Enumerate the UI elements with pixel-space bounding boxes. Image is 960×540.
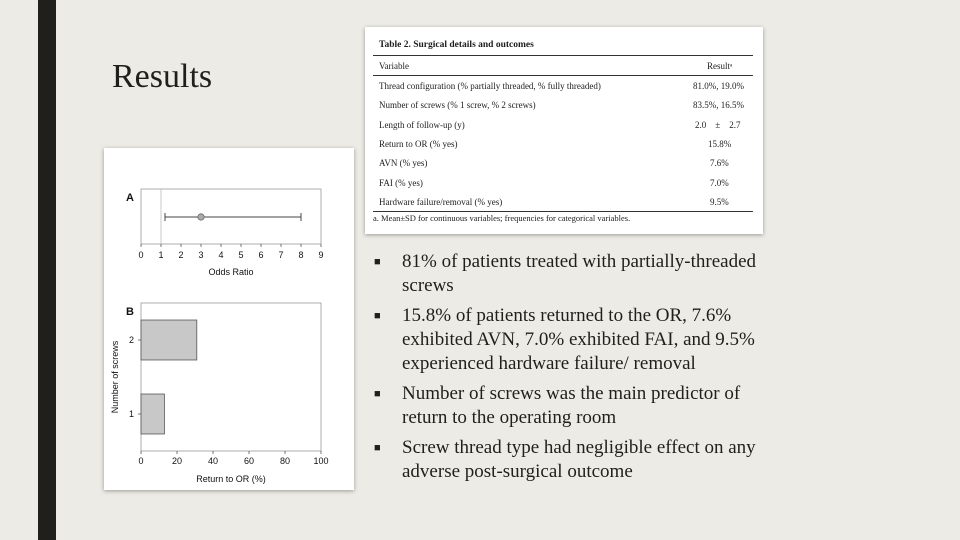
bar-1	[141, 394, 164, 434]
x-tick-label-b: 20	[171, 456, 183, 466]
table-row-3-variable: Return to OR (% yes)	[379, 139, 458, 149]
table-row-4-result: 7.6%	[710, 158, 729, 168]
estimate-point	[198, 214, 204, 220]
panel-label-b: B	[126, 306, 134, 318]
bullet-item	[372, 436, 762, 484]
table-title: Table 2. Surgical details and outcomes	[379, 40, 534, 50]
table-row-6-result: 9.5%	[710, 197, 729, 207]
table-header-variable: Variable	[379, 61, 409, 71]
table-row-2-variable: Length of follow-up (y)	[379, 120, 465, 130]
table-row-5-result: 7.0%	[710, 178, 729, 188]
square-bullet-icon: ■	[374, 256, 381, 268]
x-tick-label-a: 9	[318, 250, 324, 260]
x-tick-label-a: 0	[138, 250, 144, 260]
table-row-0-result: 81.0%, 19.0%	[693, 81, 744, 91]
square-bullet-icon: ■	[374, 442, 381, 454]
table-header-rule	[373, 75, 753, 76]
table-row-3-result: 15.8%	[708, 139, 732, 149]
square-bullet-icon: ■	[374, 388, 381, 400]
table-row-6-variable: Hardware failure/removal (% yes)	[379, 197, 503, 207]
slide-title: Results	[112, 58, 213, 95]
x-tick-label-b: 40	[207, 456, 219, 466]
x-tick-label-a: 5	[238, 250, 244, 260]
bullet-item	[372, 382, 762, 430]
x-tick-label-a: 2	[178, 250, 184, 260]
x-tick-label-b: 80	[279, 456, 291, 466]
bullet-text: 15.8% of patients returned to the OR, 7.6% exhibited AVN, 7.0% exhibited FAI, and 9.5% experienced hardware failure/ removal	[402, 305, 755, 374]
x-tick-label-a: 8	[298, 250, 304, 260]
table-header-result: Resultᵃ	[707, 61, 733, 71]
bullet-list	[372, 250, 762, 490]
table-top-rule	[373, 55, 753, 56]
x-tick-label-a: 6	[258, 250, 264, 260]
bullet-item	[372, 304, 762, 376]
table-row-5-variable: FAI (% yes)	[379, 178, 423, 188]
bullet-text: Screw thread type had negligible effect on any adverse post-surgical outcome	[402, 437, 756, 482]
x-tick-label-b: 60	[243, 456, 255, 466]
x-tick-label-a: 3	[198, 250, 204, 260]
left-accent-bar	[38, 0, 56, 540]
x-tick-label-b: 0	[138, 456, 144, 466]
table-row-0-variable: Thread configuration (% partially threaded, % fully threaded)	[379, 81, 601, 91]
x-axis-label-b: Return to OR (%)	[196, 474, 266, 484]
bullet-text: Number of screws was the main predictor of return to the operating room	[402, 383, 741, 428]
table-row-2-result: 2.0 ± 2.7	[695, 120, 741, 130]
x-tick-label-b: 100	[313, 456, 329, 466]
figure-card	[104, 148, 354, 490]
x-axis-label-a: Odds Ratio	[208, 267, 254, 277]
y-tick-label-b: 2	[128, 335, 134, 345]
figure-svg	[104, 148, 354, 490]
y-tick-label-b: 1	[128, 409, 134, 419]
table-row-1-variable: Number of screws (% 1 screw, % 2 screws)	[379, 100, 536, 110]
table-row-1-result: 83.5%, 16.5%	[693, 100, 744, 110]
x-tick-label-a: 7	[278, 250, 284, 260]
table-row-4-variable: AVN (% yes)	[379, 158, 428, 168]
y-axis-label-b: Number of screws	[110, 340, 120, 414]
table-card	[365, 27, 763, 234]
bar-2	[141, 320, 197, 360]
table-bottom-rule	[373, 211, 753, 212]
table-footnote: a. Mean±SD for continuous variables; frequencies for categorical variables.	[373, 213, 631, 223]
x-tick-label-a: 4	[218, 250, 224, 260]
x-tick-label-a: 1	[158, 250, 164, 260]
panel-label-a: A	[126, 192, 134, 204]
bullet-text: 81% of patients treated with partially-threaded screws	[402, 251, 757, 296]
square-bullet-icon: ■	[374, 310, 381, 322]
bullet-item	[372, 250, 762, 298]
